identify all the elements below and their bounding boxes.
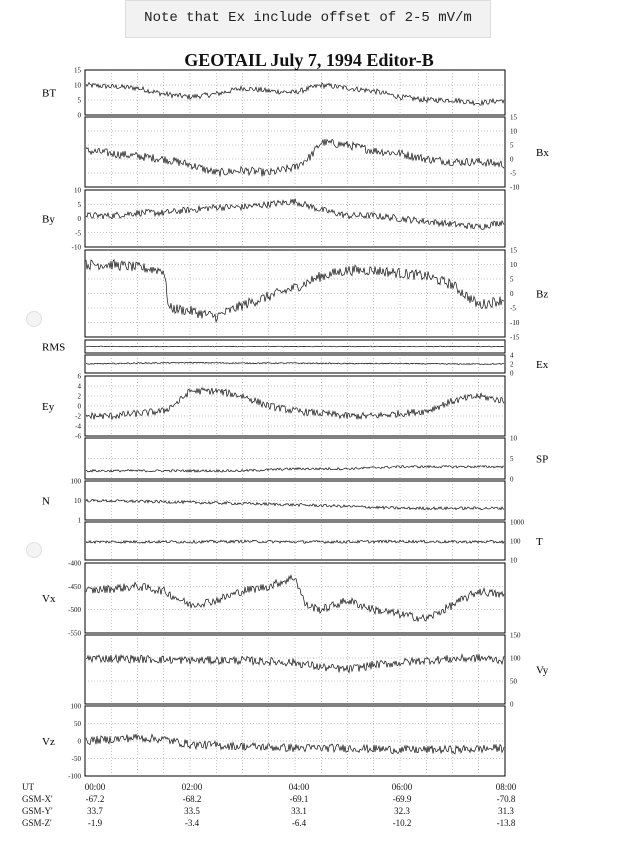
- tick-label-vz: -50: [71, 755, 81, 763]
- tick-label-by: 10: [74, 186, 81, 195]
- tick-label-by: 0: [77, 215, 81, 223]
- tick-label-ey: -4: [75, 422, 81, 431]
- tick-label-n: 1: [77, 516, 81, 525]
- tick-label-bt: 0: [77, 111, 81, 120]
- tick-label-bz: 5: [510, 275, 514, 284]
- time-0: 00:00: [84, 782, 106, 792]
- tick-label-bt: 5: [77, 96, 81, 105]
- panel-frame-vx: [85, 563, 505, 633]
- panel-label-vy: Vy: [536, 664, 549, 677]
- gsm-y-4: 31.3: [498, 806, 514, 816]
- offset-note: Note that Ex include offset of 2-5 mV/m: [125, 0, 491, 38]
- tick-label-vx: -550: [68, 629, 81, 638]
- time-1: 02:00: [181, 782, 203, 792]
- trace-rms: [86, 346, 504, 347]
- gsm-x-1: -68.2: [182, 794, 202, 804]
- gsm-z-3: -10.2: [392, 818, 412, 828]
- panel-label-vz: Vz: [42, 736, 55, 748]
- gsm-y-1: 33.5: [184, 806, 200, 816]
- gsm-x-0: -67.2: [85, 794, 105, 804]
- panel-label-t: T: [536, 536, 543, 548]
- tick-label-by: 5: [77, 200, 81, 209]
- tick-label-vx: -450: [68, 582, 81, 591]
- gsm-x-4: -70.8: [496, 794, 516, 804]
- tick-label-bz: -15: [510, 333, 520, 342]
- gsm-z-4: -13.8: [496, 818, 516, 828]
- tick-label-sp: 0: [510, 475, 514, 484]
- time-2: 04:00: [288, 782, 310, 792]
- tick-label-ey: 0: [77, 402, 81, 411]
- chart-title: GEOTAIL July 7, 1994 Editor-B: [184, 50, 434, 70]
- tick-label-ex: 2: [510, 360, 514, 369]
- gsm-z-label: GSM-Z': [22, 818, 52, 828]
- tick-label-t: 100: [510, 537, 521, 546]
- tick-label-bx: 10: [510, 127, 517, 136]
- tick-label-n: 10: [74, 497, 81, 505]
- tick-label-bt: 15: [74, 66, 81, 75]
- tick-label-t: 1000: [510, 518, 524, 527]
- panel-frame-vy: [85, 635, 505, 704]
- panel-label-sp: SP: [536, 453, 549, 466]
- time-3: 06:00: [391, 782, 413, 792]
- tick-label-vx: -400: [68, 559, 81, 568]
- tick-label-vz: 100: [70, 702, 81, 711]
- tick-label-sp: 5: [510, 455, 514, 463]
- gsm-x-2: -69.1: [289, 794, 309, 804]
- tick-label-bx: -5: [510, 169, 516, 178]
- tick-label-ey: -6: [75, 432, 81, 441]
- tick-label-ex: 4: [510, 351, 514, 360]
- tick-label-bz: -5: [510, 304, 516, 313]
- tick-label-bx: -10: [510, 183, 520, 192]
- gsm-x-label: GSM-X': [22, 794, 53, 804]
- gsm-y-0: 33.7: [87, 806, 103, 816]
- panel-label-bx: Bx: [536, 147, 549, 159]
- panel-label-by: By: [42, 213, 55, 226]
- panel-label-vx: Vx: [42, 593, 56, 605]
- tick-label-by: -10: [71, 243, 81, 252]
- tick-label-bt: 10: [74, 81, 81, 90]
- tick-label-vy: 100: [510, 654, 521, 663]
- tick-label-by: -5: [75, 229, 81, 238]
- tick-label-bx: 15: [510, 113, 517, 122]
- tick-label-t: 10: [510, 556, 517, 565]
- tick-label-bx: 0: [510, 155, 514, 164]
- gsm-z-2: -6.4: [291, 818, 307, 828]
- gsm-y-3: 32.3: [394, 806, 410, 816]
- panel-label-bz: Bz: [536, 288, 549, 301]
- gsm-z-0: -1.9: [87, 818, 103, 828]
- gsm-z-1: -3.4: [184, 818, 200, 828]
- tick-label-vz: -100: [68, 772, 81, 781]
- ut-label: UT: [22, 782, 34, 792]
- tick-label-ey: -2: [75, 412, 81, 421]
- tick-label-vy: 0: [510, 700, 514, 709]
- trace-bz: [86, 260, 504, 322]
- tick-label-vz: 0: [77, 737, 81, 746]
- tick-label-ey: 4: [77, 382, 81, 391]
- panel-label-bt: BT: [42, 87, 57, 100]
- tick-label-bz: -10: [510, 319, 520, 327]
- tick-label-vx: -500: [68, 606, 81, 615]
- panel-label-n: N: [42, 495, 50, 508]
- tick-label-bx: 5: [510, 141, 514, 150]
- panel-label-rms: RMS: [42, 341, 66, 354]
- panel-frame-bx: [85, 117, 505, 187]
- tick-label-n: 100: [70, 477, 81, 486]
- tick-label-vy: 150: [510, 631, 521, 640]
- gsm-y-2: 33.1: [291, 806, 307, 816]
- tick-label-bz: 0: [510, 290, 514, 298]
- tick-label-sp: 10: [510, 434, 517, 443]
- gsm-y-label: GSM-Y': [22, 806, 53, 816]
- tick-label-vz: 50: [74, 720, 81, 728]
- orbit-footer: [0, 778, 618, 848]
- tick-label-ey: 6: [77, 372, 81, 381]
- tick-label-ex: 0: [510, 369, 514, 378]
- tick-label-ey: 2: [77, 392, 81, 401]
- tick-label-vy: 50: [510, 677, 517, 686]
- tick-label-bz: 10: [510, 261, 517, 269]
- time-4: 08:00: [495, 782, 517, 792]
- panel-label-ey: Ey: [42, 401, 55, 413]
- gsm-x-3: -69.9: [392, 794, 412, 804]
- tick-label-bz: 15: [510, 246, 517, 255]
- panel-label-ex: Ex: [536, 359, 549, 371]
